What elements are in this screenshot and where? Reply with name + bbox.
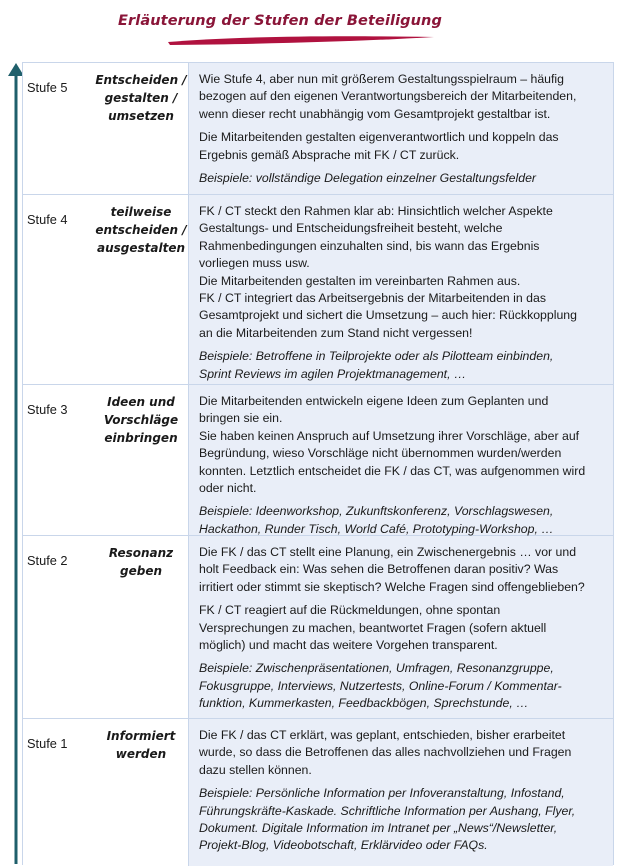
example-line: funktion, Kummerkasten, Feedbackbögen, Sprechstunde, … <box>199 696 529 711</box>
level-name <box>93 71 189 125</box>
example-line: Beispiele: Zwischenpräsentationen, Umfragen, Resonanzgruppe, <box>199 661 554 676</box>
description-line: Gesamtprojekt und sichert die Umsetzung – auch hier: Rückkopplung <box>199 308 577 323</box>
description-line: Die FK / das CT stellt eine Planung, ein Zwischenergebnis … vor und <box>199 545 577 559</box>
level-name-line: geben <box>120 564 162 578</box>
level-name-line: Entscheiden / <box>95 73 187 87</box>
description-line: Die FK / das CT erklärt, was geplant, entschieden, bisher erarbeitet <box>199 728 566 742</box>
level-number: Stufe 3 <box>27 402 68 417</box>
level-name-line: Ideen und <box>107 395 175 409</box>
examples-text <box>199 170 609 187</box>
description-line: holt Feedback ein: Was sehen die Betroffenen daran positiv? Was <box>199 562 559 577</box>
level-number-cell <box>23 63 93 194</box>
level-row <box>23 536 613 719</box>
example-line: Beispiele: Persönliche Information per Infoveranstaltung, Infostand, <box>199 786 565 801</box>
level-description <box>199 393 609 544</box>
level-description-cell <box>189 719 613 866</box>
level-row <box>23 195 613 385</box>
title-underline-brushstroke <box>166 33 436 47</box>
level-name-cell <box>93 385 189 535</box>
level-name <box>93 203 189 257</box>
description-line: wurde, so dass die Betroffenen das alles nachvollziehen und Fragen <box>199 745 572 760</box>
level-name-line: einbringen <box>104 431 178 445</box>
level-description <box>199 71 609 193</box>
level-name-line: gestalten / <box>104 91 178 105</box>
level-description-cell <box>189 195 613 384</box>
example-line: Beispiele: vollständige Delegation einzelner Gestaltungsfelder <box>199 171 537 186</box>
description-line: bezogen auf den eigenen Verantwortungsbereich der Mitarbeitenden, <box>199 89 577 104</box>
level-name-line: werden <box>115 747 167 761</box>
description-line: Begründung, wieso Vorschläge nicht übernommen wurden/werden <box>199 446 562 461</box>
level-name-cell <box>93 536 189 718</box>
level-name-line: Informiert <box>106 729 176 743</box>
description-paragraph <box>199 71 609 123</box>
description-line: Gestaltungs- und Entscheidungsfreiheit besteht, welche <box>199 221 503 236</box>
level-name-line: ausgestalten <box>96 241 186 255</box>
example-line: Hackathon, Runder Tisch, World Café, Prototyping-Workshop, … <box>199 521 554 536</box>
level-number: Stufe 2 <box>27 553 68 568</box>
description-paragraph <box>199 544 609 596</box>
description-line: wenn dieser recht unabhängig vom Gesamtprojekt gestaltbar ist. <box>199 106 551 121</box>
description-paragraph <box>199 602 609 654</box>
description-line: oder nicht. <box>199 481 257 496</box>
level-number: Stufe 4 <box>27 212 68 227</box>
level-description-cell <box>189 385 613 535</box>
level-number-cell <box>23 195 93 384</box>
level-number-cell <box>23 719 93 866</box>
description-line: an die Mitarbeitenden zum Stand nicht vergessen! <box>199 325 473 340</box>
level-description <box>199 727 609 861</box>
example-line: Führungskräfte-Kaskade. Schriftliche Information per Aushang, Flyer, <box>199 803 576 818</box>
level-row <box>23 63 613 195</box>
description-line: FK / CT steckt den Rahmen klar ab: Hinsichtlich welcher Aspekte <box>199 204 553 218</box>
example-line: Beispiele: Betroffene in Teilprojekte oder als Pilotteam einbinden, <box>199 349 554 364</box>
level-description <box>199 544 609 719</box>
description-line: FK / CT reagiert auf die Rückmeldungen, ohne spontan <box>199 603 501 618</box>
example-line: Beispiele: Ideenworkshop, Zukunftskonferenz, Vorschlagswesen, <box>199 504 554 519</box>
level-number-cell <box>23 385 93 535</box>
level-number: Stufe 5 <box>27 80 68 95</box>
description-line: dazu stellen können. <box>199 762 312 777</box>
description-line: Ergebnis gemäß Absprache mit FK / CT zurück. <box>199 147 460 162</box>
example-line: Sprint Reviews im agilen Projektmanagement, … <box>199 366 467 381</box>
level-name-line: Vorschläge <box>103 413 179 427</box>
description-paragraph <box>199 727 609 779</box>
level-name <box>93 393 189 447</box>
description-line: konnten. Letztlich entscheidet die FK / das CT, was aufgenommen wird <box>199 463 586 478</box>
level-name-cell <box>93 195 189 384</box>
level-description <box>199 203 609 389</box>
page-title: Erläuterung der Stufen der Beteiligung <box>118 13 442 29</box>
level-name-line: entscheiden / <box>95 223 187 237</box>
description-line: Die Mitarbeitenden gestalten im vereinbarten Rahmen aus. <box>199 273 521 288</box>
example-line: Fokusgruppe, Interviews, Nutzertests, Online-Forum / Kommentar- <box>199 678 562 693</box>
description-line: Versprechungen zu machen, beantwortet Fragen (sofern aktuell <box>199 620 547 635</box>
level-description-cell <box>189 63 613 194</box>
description-line: möglich) und macht das weitere Vorgehen transparent. <box>199 638 498 653</box>
description-paragraph <box>199 393 609 497</box>
level-name <box>93 727 189 763</box>
level-number: Stufe 1 <box>27 736 68 751</box>
description-line: Die Mitarbeitenden entwickeln eigene Ideen zum Geplanten und <box>199 394 549 408</box>
examples-text <box>199 348 609 383</box>
level-number-cell <box>23 536 93 718</box>
examples-text <box>199 785 609 855</box>
level-name-line: Resonanz <box>108 546 174 560</box>
examples-text <box>199 503 609 538</box>
description-line: irritiert oder stimmt sie skeptisch? Welche Fragen sind offengeblieben? <box>199 579 585 594</box>
description-line: vorliegen muss usw. <box>199 256 310 271</box>
description-line: FK / CT integriert das Arbeitsergebnis der Mitarbeitenden in das <box>199 291 546 306</box>
description-line: Rahmenbedingungen einzuhalten sind, bis wann das Ergebnis <box>199 238 540 253</box>
level-row <box>23 385 613 536</box>
levels-table <box>22 62 614 865</box>
level-name-line: teilweise <box>110 205 172 219</box>
examples-text <box>199 660 609 712</box>
level-name-line: umsetzen <box>108 109 174 123</box>
description-paragraph <box>199 129 609 164</box>
level-name <box>93 544 189 580</box>
description-line: Sie haben keinen Anspruch auf Umsetzung ihrer Vorschläge, aber auf <box>199 428 580 443</box>
level-description-cell <box>189 536 613 718</box>
description-line: Die Mitarbeitenden gestalten eigenverantwortlich und koppeln das <box>199 130 559 145</box>
description-line: Wie Stufe 4, aber nun mit größerem Gestaltungsspielraum – häufig <box>199 72 564 86</box>
description-line: bringen sie ein. <box>199 411 283 426</box>
level-name-cell <box>93 63 189 194</box>
description-paragraph <box>199 203 609 342</box>
example-line: Projekt-Blog, Videobotschaft, Erklärvideo oder FAQs. <box>199 838 488 853</box>
level-row <box>23 719 613 866</box>
example-line: Dokument. Digitale Information im Intranet per „News“/Newsletter, <box>199 821 558 836</box>
level-name-cell <box>93 719 189 866</box>
